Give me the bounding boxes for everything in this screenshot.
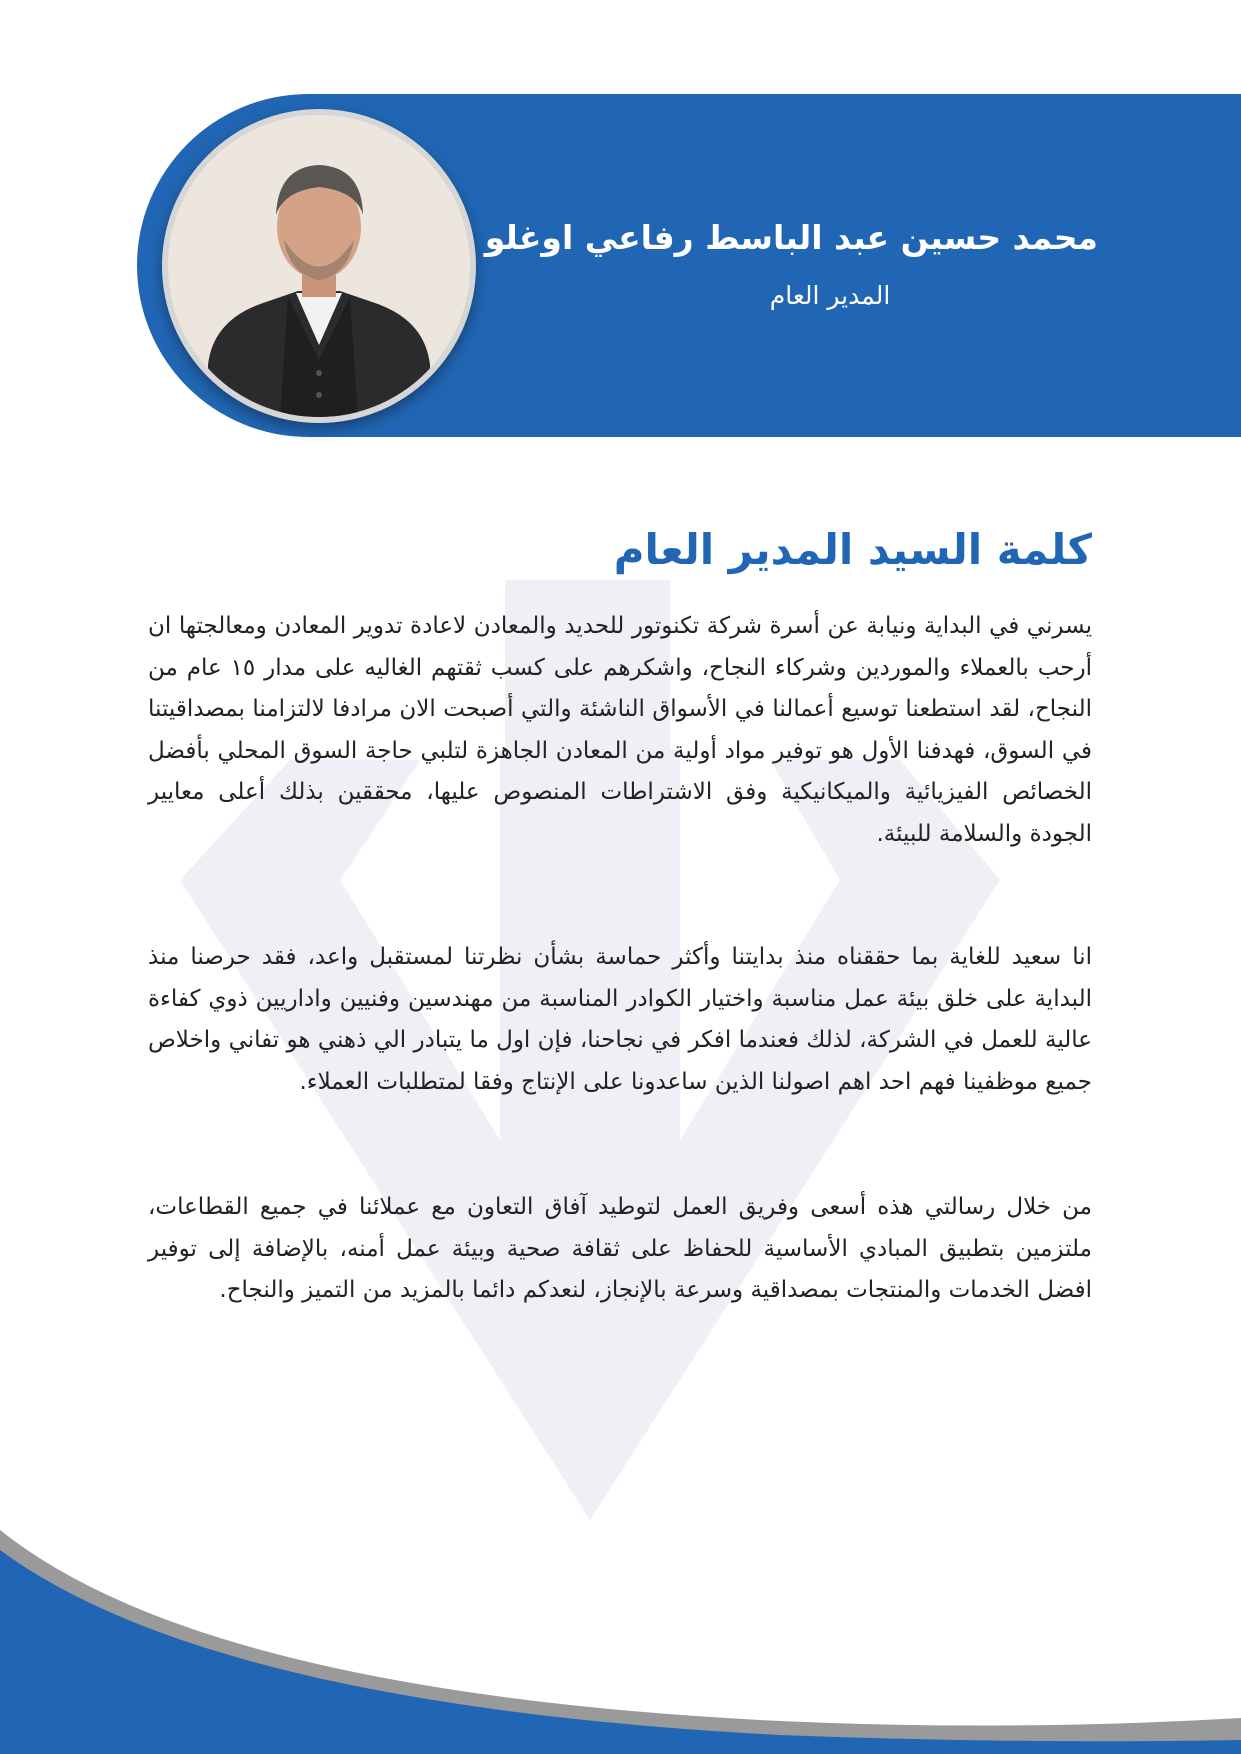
- section-title: كلمة السيد المدير العام: [613, 525, 1092, 574]
- person-role: المدير العام: [769, 281, 891, 310]
- paragraph-2: انا سعيد للغاية بما حققناه منذ بدايتنا وأكثر حماسة بشأن نظرتنا لمستقبل واعد، فقد حرصنا منذ البداية على خلق بيئة عمل مناسبة واختيار الكوادر المناسبة من مهندسين وفنيين واداريين ذوي كفاءة عالية للعمل في الشركة، لذلك فعندما افكر في نجاحنا، فإن اول ما يتبادر الي ذهني هو تفاني واخلاص جميع موظفينا فهم احد اهم اصولنا الذين ساعدونا على الإنتاج وفقا لمتطلبات العملاء.: [148, 944, 1092, 1095]
- paragraph-1: يسرني في البداية ونيابة عن أسرة شركة تكنوتور للحديد والمعادن لاعادة تدوير المعادن ومعالجتها ان أرحب بالعملاء والموردين وشركاء النجاح، واشكرهم على كسب ثقتهم الغاليه على مدار ١٥ عام من النجاح، لقد استطعنا توسيع أعمالنا في الأسواق الناشئة والتي أصبحت الان مرادفا لالتزامنا بمصداقيتنا في السوق، فهدفنا الأول هو توفير مواد أولية من المعادن الجاهزة لتلبي حاجة السوق المحلي بأفضل الخصائص الفيزيائية والميكانيكية وفق الاشتراطات المنصوص عليها، محققين بذلك أعلى معايير الجودة والسلامة للبيئة.: [148, 613, 1093, 847]
- profile-photo: [168, 115, 470, 417]
- person-name: محمد حسين عبد الباسط رفاعي اوغلو: [484, 218, 1098, 257]
- paragraph-3: من خلال رسالتي هذه أسعى وفريق العمل لتوطيد آفاق التعاون مع عملائنا في جميع القطاعات، ملتزمين بتطبيق المبادي الأساسية للحفاظ على ثقافة صحية وبيئة عمل أمنه، بالإضافة إلى توفير افضل الخدمات والمنتجات بمصداقية وسرعة بالإنجاز، لنعدكم دائما بالمزيد من التميز والنجاح.: [148, 1194, 1092, 1303]
- footer-wave: [0, 1510, 1241, 1754]
